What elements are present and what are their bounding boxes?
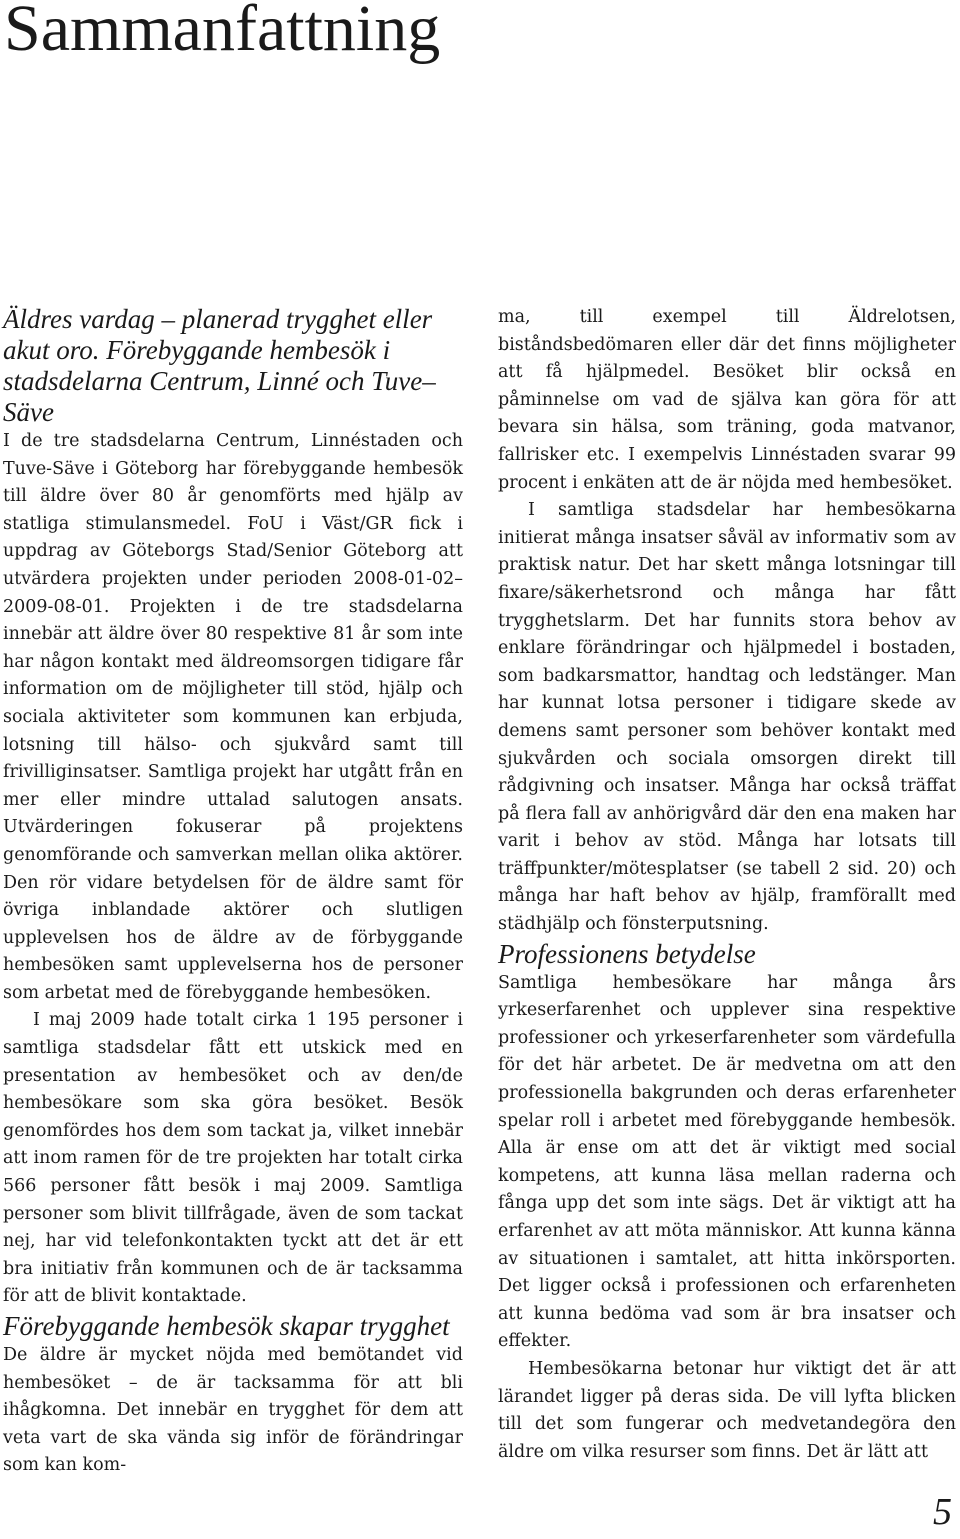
right-column (498, 304, 956, 1466)
body-paragraph: ma, till exempel till Äldrelotsen, biståndsbedömaren eller där det finns möjligheter att få hjälpmedel. Besöket blir också en påminnelse om vad de själva kan göra för att bevara sin hälsa, som träning, goda matvanor, fallrisker etc. I exempelvis Linnéstaden svarar 99 procent i enkäten att de är nöjda med hembesöket. (498, 307, 956, 493)
section-heading-trygghet: Förebyggande hembesök skapar trygghet (3, 1311, 450, 1341)
section-heading-professionens: Professionens betydelse (498, 938, 756, 969)
page-number: 5 (933, 1491, 952, 1533)
body-paragraph: De äldre är mycket nöjda med bemötandet vid hembesöket – de är tacksamma för att bli ihågkomna. Det innebär en trygghet för dem att veta vart de ska vända sig inför de förändringar som kan kom- (3, 1345, 463, 1476)
body-paragraph: I samtliga stadsdelar har hembesökarna initierat många insatser såväl av informativ som av praktisk natur. Det har skett många lotsningar till fixare/säkerhetsrond och många har fått trygghetslarm. Det har funnits stora behov av enklare förändringar och hjälpmedel i bostaden, som badkarsmattor, handtag och ledstänger. Man har kunnat lotsa personer i tidigare skede av demens samt personer som behöver kontakt med sjukvården och sociala omsorgen direkt till rådgivning och insatser. Många har också träffat på flera fall av anhörigvård där den ena maken har varit i behov av stöd. Många har lotsats till träffpunkter/mötesplatser (se tabell 2 sid. 20) och många har haft behov av hjälp, framförallt med städhjälp och fönsterputsning. (498, 500, 956, 935)
body-paragraph: Hembesökarna betonar hur viktigt det är att lärandet ligger på deras sida. De vill lyfta blicken till det som fungerar och medvetandegöra den äldre om vilka resurser som finns. Det är lätt att (498, 1358, 956, 1462)
body-paragraph: Samtliga hembesökare har många års yrkeserfarenhet och upplever sina respektive professioner och yrkeserfarenheter som värdefulla för det här arbetet. De är medvetna om att den professionella bakgrunden och deras erfarenheter spelar roll i arbetet med förebyggande hembesök. Alla är ense om att det är viktigt med social kompetens, att kunna läsa mellan raderna och fånga upp det som inte sägs. Det är viktigt att ha erfarenhet av att möta människor. Att kunna känna av situationen i samtalet, att hitta inkörsporten. Det ligger också i professionen och erfarenheten att kunna bedöma vad som är bra insatser och effekter. (498, 972, 956, 1352)
body-paragraph: I de tre stadsdelarna Centrum, Linnéstaden och Tuve-Säve i Göteborg har förebyggande hembesök till äldre över 80 år genomförts med hjälp av statliga stimulansmedel. FoU i Väst/GR fick i uppdrag av Göteborgs Stad/Senior Göteborg att utvärdera projekten under perioden 2008-01-02–2009-08-01. Projekten i de tre stadsdelarna innebär att äldre över 80 respektive 81 år som inte har någon kontakt med äldreomsorgen tidigare får information om de möjligheter till stöd, hjälp och sociala aktiviteter som kommunen kan erbjuda, lotsning till hälso- och sjukvård samt till frivilliginsatser. Samtliga projekt har utgått från en mer eller mindre uttalad salutogen ansats. Utvärderingen fokuserar på projektens genomförande och samverkan mellan olika aktörer. Den rör vidare betydelsen för de äldre samt för övriga inblandade aktörer och slutligen upplevelsen hos de äldre av de förbyggande hembesöken samt upplevelserna hos de personer som arbetat med de förebyggande hembesöken. (3, 431, 463, 1003)
page-title: Sammanfattning (4, 0, 441, 65)
body-paragraph: I maj 2009 hade totalt cirka 1 195 personer i samtliga stadsdelar fått ett utskick med en presentation av hembesöket och av den/de hembesökare som ska göra besöket. Besök genomfördes hos dem som tackat ja, vilket innebär att inom ramen för de tre projekten har totalt cirka 566 personer fått besök i maj 2009. Samtliga personer som blivit tillfrågade, även de som tackat nej, har vid telefonkontakten tyckt att det är ett bra initiativ från kommunen och de är tacksamma för att de blivit kontaktade. (3, 1010, 463, 1307)
section-heading-study: Äldres vardag – planerad trygghet eller akut oro. Förebyggande hembesök i stadsdelarna Centrum, Linné och Tuve–Säve (3, 304, 436, 427)
left-column (3, 304, 463, 1480)
